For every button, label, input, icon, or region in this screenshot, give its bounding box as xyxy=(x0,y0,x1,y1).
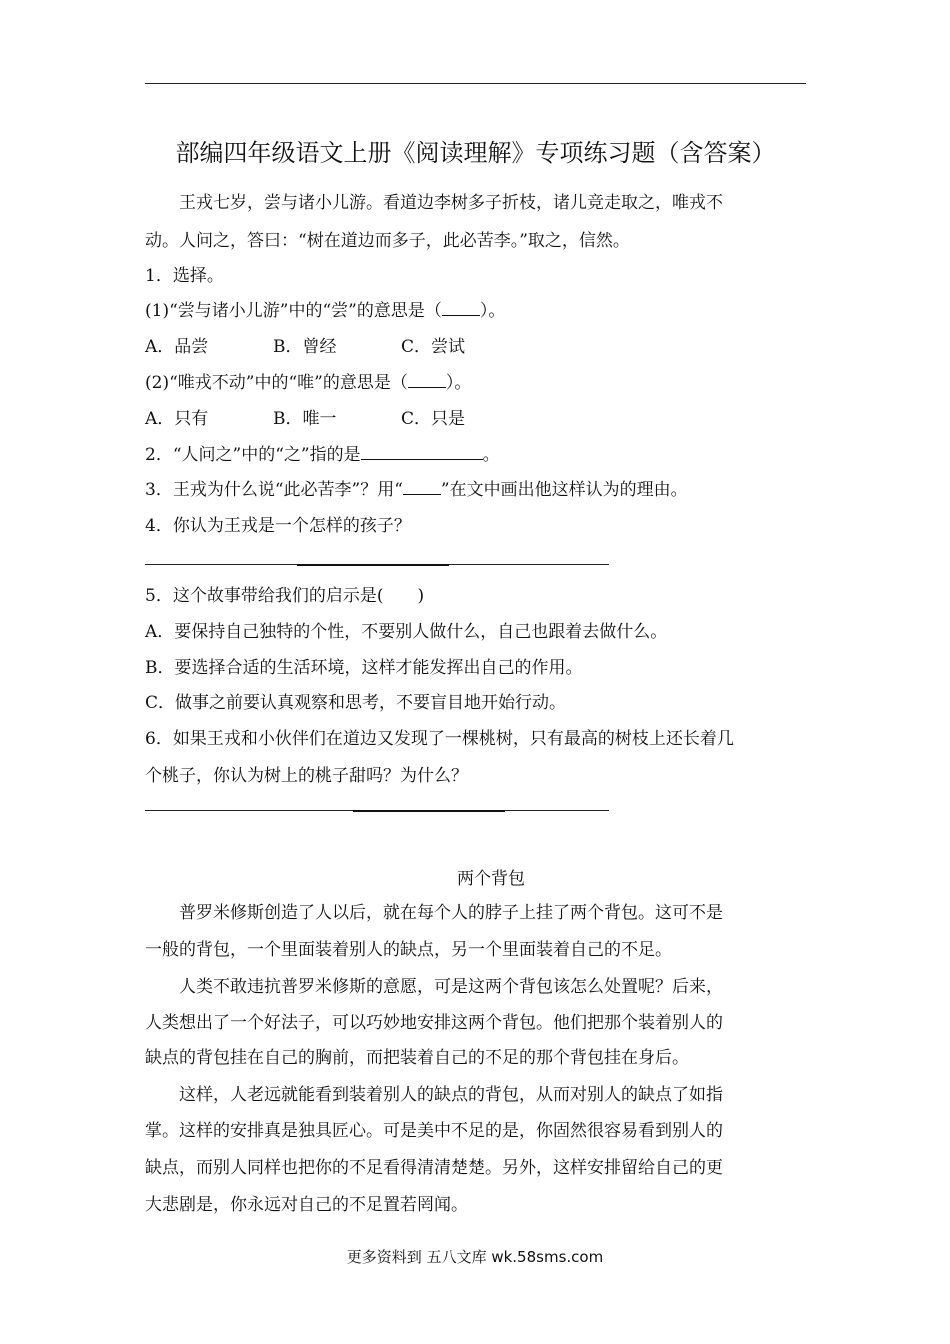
question-1-sub-2 xyxy=(145,368,471,393)
question-1-sub-1 xyxy=(145,296,505,321)
question-2 xyxy=(145,440,500,465)
question-1-sub-1-text: (1)“尝与诸小儿游”中的“尝”的意思是（ xyxy=(145,301,442,321)
option-b[interactable]: B．曾经 xyxy=(273,337,337,357)
question-2-text: 2．“人问之”中的“之”指的是 xyxy=(145,445,361,465)
question-6-line-2: 个桃子，你认为树上的桃子甜吗？为什么？ xyxy=(145,766,468,786)
header-rule xyxy=(145,83,806,84)
option-b[interactable]: B．唯一 xyxy=(273,409,337,429)
question-1-heading: 1．选择。 xyxy=(145,266,224,286)
question-3-end: ”在文中画出他这样认为的理由。 xyxy=(440,480,688,500)
question-1-sub-2-close: ）。 xyxy=(445,373,472,393)
passage2-line-6: 这样，人老远就能看到装着别人的缺点的背包，从而对别人的缺点了如指 xyxy=(179,1085,723,1105)
question-5-option-a[interactable]: A．要保持自己独特的个性，不要别人做什么，自己也跟着去做什么。 xyxy=(145,622,668,642)
question-5-option-c[interactable]: C．做事之前要认真观察和思考，不要盲目地开始行动。 xyxy=(145,693,567,713)
option-c[interactable]: C．尝试 xyxy=(401,337,466,357)
passage2-line-7: 掌。这样的安排真是独具匠心。可是美中不足的是，你固然很容易看到别人的 xyxy=(145,1121,723,1141)
question-5-option-b[interactable]: B．要选择合适的生活环境，这样才能发挥出自己的作用。 xyxy=(145,658,583,678)
option-c[interactable]: C．只是 xyxy=(401,409,466,429)
question-3 xyxy=(145,475,688,500)
passage2-line-2: 一般的背包，一个里面装着别人的缺点，另一个里面装着自己的不足。 xyxy=(145,940,672,960)
passage1-line-1: 王戎七岁，尝与诸小儿游。看道边李树多子折枝，诸儿竞走取之，唯戎不 xyxy=(179,193,723,213)
passage2-title: 两个背包 xyxy=(457,869,525,889)
passage1-line-2: 动。人问之，答曰：“树在道边而多子，此必苦李。”取之，信然。 xyxy=(145,231,630,251)
passage2-line-4: 人类想出了一个好法子，可以巧妙地安排这两个背包。他们把那个装着别人的 xyxy=(145,1013,723,1033)
answer-line-q4[interactable] xyxy=(145,564,609,565)
question-1-sub-1-close: ）。 xyxy=(479,301,506,321)
footer-link[interactable]: 更多资料到 五八文库 wk.58sms.com xyxy=(346,1248,604,1266)
question-1-sub-2-text: (2)“唯戎不动”中的“唯”的意思是（ xyxy=(145,373,408,393)
question-1-sub-2-options xyxy=(145,404,529,429)
answer-line-segment xyxy=(353,810,505,812)
passage2-line-9: 大悲剧是，你永远对自己的不足置若罔闻。 xyxy=(145,1195,468,1215)
question-5: 5．这个故事带给我们的启示是( ) xyxy=(145,586,425,606)
question-1-sub-1-options xyxy=(145,332,529,357)
answer-blank[interactable] xyxy=(442,301,480,316)
page-title: 部编四年级语文上册《阅读理解》专项练习题（含答案） xyxy=(175,139,776,167)
option-a[interactable]: A．只有 xyxy=(145,409,209,429)
passage2-line-8: 缺点，而别人同样也把你的不足看得清清楚楚。另外，这样安排留给自己的更 xyxy=(145,1158,723,1178)
answer-blank[interactable] xyxy=(408,373,446,388)
question-2-end: 。 xyxy=(482,445,500,465)
passage2-line-5: 缺点的背包挂在自己的胸前，而把装着自己的不足的那个背包挂在身后。 xyxy=(145,1048,689,1068)
answer-blank[interactable] xyxy=(403,480,441,495)
option-a[interactable]: A．品尝 xyxy=(145,337,209,357)
passage2-line-3: 人类不敢违抗普罗米修斯的意愿，可是这两个背包该怎么处置呢？后来， xyxy=(179,977,723,997)
question-3-text: 3．王戎为什么说“此必苦李”？用“ xyxy=(145,480,403,500)
answer-line-q6[interactable] xyxy=(145,810,609,811)
passage2-line-1: 普罗米修斯创造了人以后，就在每个人的脖子上挂了两个背包。这可不是 xyxy=(179,903,723,923)
question-4: 4．你认为王戎是一个怎样的孩子？ xyxy=(145,516,411,536)
answer-line-segment xyxy=(297,564,449,566)
answer-blank[interactable] xyxy=(361,445,483,460)
question-6-line-1: 6．如果王戎和小伙伴们在道边又发现了一棵桃树，只有最高的树枝上还长着几 xyxy=(145,729,734,749)
